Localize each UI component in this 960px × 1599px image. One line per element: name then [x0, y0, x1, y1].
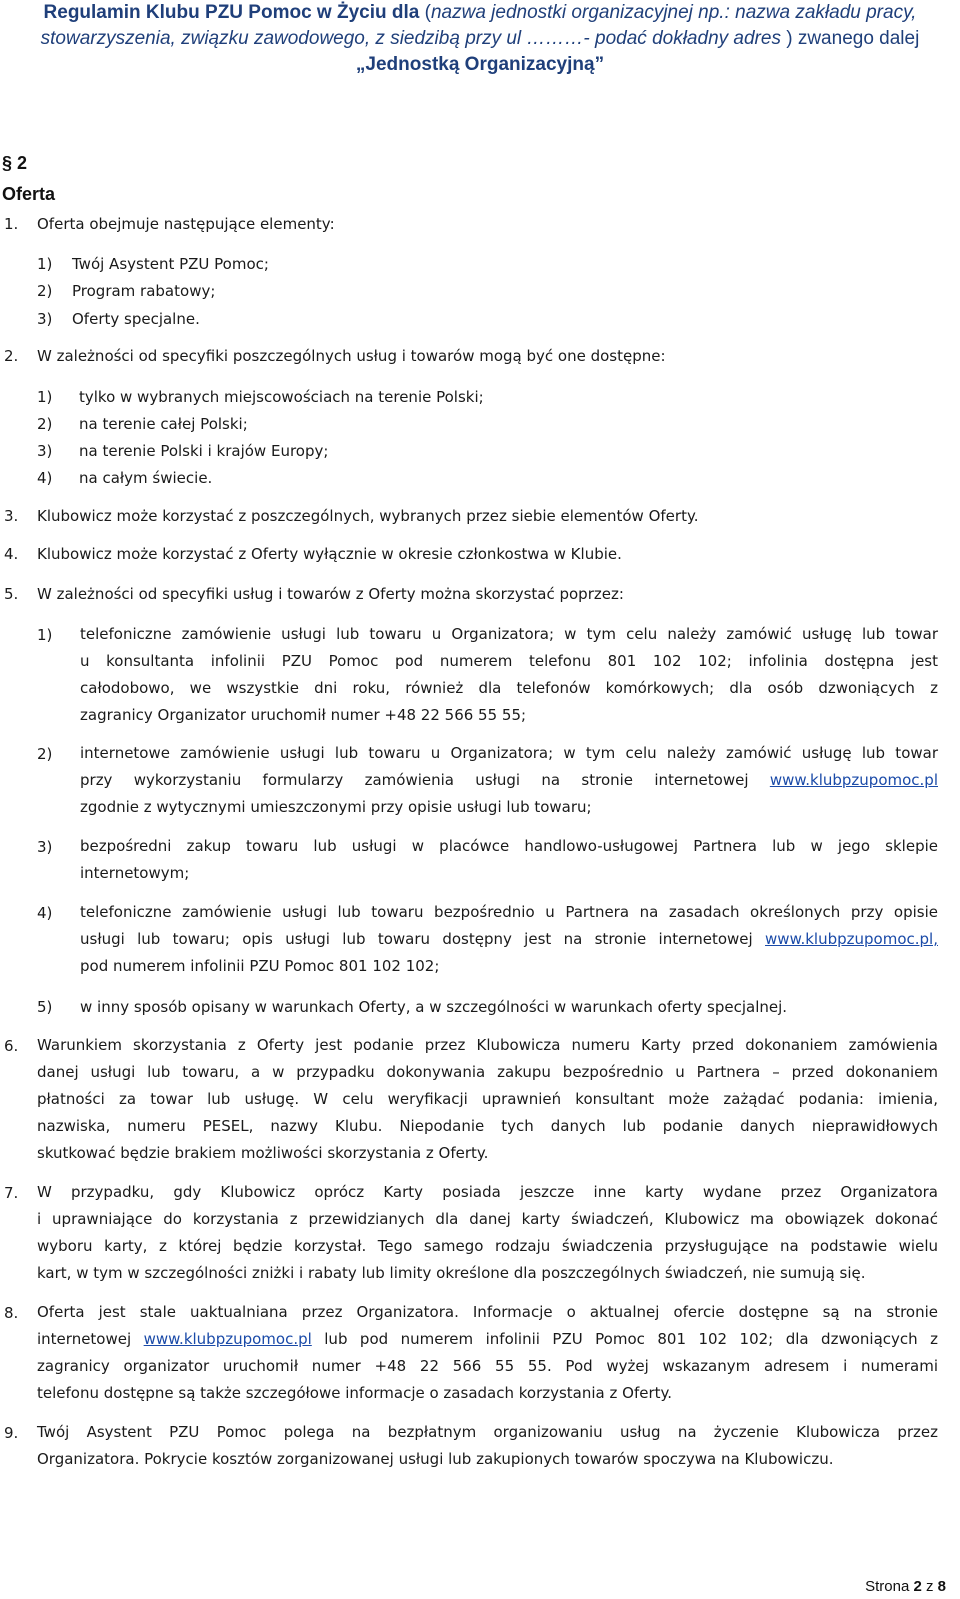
- header-line-3: „Jednostką Organizacyjną”: [355, 54, 605, 75]
- p5-item-2-line-2: [80, 767, 938, 794]
- p5-text: W zależności od specyfiki usług i towarów z Oferty można skorzystać poprzez:: [37, 585, 624, 603]
- p5-item-1-line-2: u konsultanta infolinii PZU Pomoc pod numerem telefonu 801 102 102; infolinia dostępna jest: [80, 652, 938, 670]
- p1-item-1: Twój Asystent PZU Pomoc;: [72, 255, 269, 273]
- page-footer: [865, 1578, 946, 1595]
- p9-line-2: Organizatora. Pokrycie kosztów zorganizowanej usługi lub zakupionych towarów spoczywa na Klubowiczu.: [37, 1450, 834, 1468]
- header-line-2: [0, 26, 960, 52]
- section-sign: § 2: [2, 153, 28, 173]
- p2-num: 2.: [4, 347, 19, 365]
- p7-line-2: i uprawniające do korzystania z przewidzianych dla danej karty świadczeń, Klubowicz ma obowiązek dokonać: [37, 1210, 938, 1228]
- p2-item-3: na terenie Polski i krajów Europy;: [79, 442, 329, 460]
- p5-item-1: [80, 621, 938, 729]
- header-title: Regulamin Klubu PZU Pomoc w Życiu dla: [43, 2, 420, 23]
- p5-num: 5.: [4, 585, 19, 603]
- p8-text-b: lub pod numerem infolinii PZU Pomoc 801 102 102; dla dzwoniących z: [324, 1330, 938, 1348]
- p9-text: [37, 1419, 938, 1473]
- p7-num: 7.: [4, 1184, 19, 1202]
- p9-num: 9.: [4, 1424, 19, 1442]
- p5-item-5-num: 5): [37, 998, 53, 1016]
- p1-item-3-num: 3): [37, 310, 53, 328]
- footer-sep: z: [925, 1578, 934, 1595]
- p8-text: [37, 1299, 938, 1407]
- p2-text: W zależności od specyfiki poszczególnych usług i towarów mogą być one dostępne:: [37, 347, 666, 365]
- p8-num: 8.: [4, 1304, 19, 1322]
- p1-text: Oferta obejmuje następujące elementy:: [37, 215, 335, 233]
- header-italic-2: stowarzyszenia, związku zawodowego, z siedzibą przy ul ………- podać dokładny adres: [40, 28, 781, 49]
- p6-line-4: nazwiska, numeru PESEL, nazwy Klubu. Niepodanie tych danych lub podanie danych nieprawidłowych: [37, 1117, 938, 1135]
- p8-line-3: zagranicy organizator uruchomił numer +48 22 566 55 55. Pod wyżej wskazanym adresem i numerami: [37, 1357, 938, 1375]
- p6-text: [37, 1032, 938, 1167]
- p8-line-4: telefonu dostępne są także szczegółowe informacje o zasadach korzystania z Oferty.: [37, 1384, 673, 1402]
- p5-item-1-line-1: telefoniczne zamówienie usługi lub towaru u Organizatora; w tym celu należy zamówić usługę lub towar: [80, 625, 938, 643]
- p5-item-2-text: przy wykorzystaniu formularzy zamówienia usługi na stronie internetowej: [80, 771, 749, 789]
- p5-item-3-line-1: bezpośredni zakup towaru lub usługi w placówce handlowo-usługowej Partnera lub w jego sklepie: [80, 837, 938, 855]
- footer-total-pages: 8: [937, 1578, 946, 1595]
- footer-current-page: 2: [913, 1578, 922, 1595]
- p3-num: 3.: [4, 507, 19, 525]
- p8-text-a: internetowej: [37, 1330, 132, 1348]
- header-italic-1: nazwa jednostki organizacyjnej np.: nazwa zakładu pracy,: [430, 2, 917, 23]
- p5-item-4-line-2: [80, 926, 938, 953]
- p5-item-4-line-1: telefoniczne zamówienie usługi lub towaru bezpośrednio u Partnera na zasadach określonych przy opisie: [80, 903, 938, 921]
- p1-num: 1.: [4, 215, 19, 233]
- p5-item-1-line-4: zagranicy Organizator uruchomił numer +48 22 566 55 55;: [80, 706, 527, 724]
- p1-item-1-num: 1): [37, 255, 53, 273]
- p9-line-1: Twój Asystent PZU Pomoc polega na bezpłatnym organizowaniu usług na życzenie Klubowicza przez: [37, 1423, 938, 1441]
- p1-item-2-num: 2): [37, 282, 53, 300]
- p2-item-2-num: 2): [37, 415, 53, 433]
- p7-line-1: W przypadku, gdy Klubowicz oprócz Karty posiada jeszcze inne karty wydane przez Organizatora: [37, 1183, 938, 1201]
- p2-item-4: na całym świecie.: [79, 469, 213, 487]
- p6-line-5: skutkować będzie brakiem możliwości skorzystania z Oferty.: [37, 1144, 489, 1162]
- p2-item-3-num: 3): [37, 442, 53, 460]
- p7-line-4: kart, w tym w szczególności zniżki i rabaty lub limity określone dla poszczególnych świadczeń, nie sumują się.: [37, 1264, 866, 1282]
- p2-item-2: na terenie całej Polski;: [79, 415, 248, 433]
- website-link[interactable]: www.klubpzupomoc.pl: [769, 771, 938, 789]
- p5-item-3-num: 3): [37, 838, 53, 856]
- p4-text: Klubowicz może korzystać z Oferty wyłącznie w okresie członkostwa w Klubie.: [37, 545, 622, 563]
- p6-num: 6.: [4, 1037, 19, 1055]
- p1-item-2: Program rabatowy;: [72, 282, 216, 300]
- p5-item-4-line-3: pod numerem infolinii PZU Pomoc 801 102 102;: [80, 957, 440, 975]
- header-line-1: [0, 0, 960, 26]
- p5-item-2-line-1: internetowe zamówienie usługi lub towaru u Organizatora; w tym celu należy zamówić usługę lub towar: [80, 744, 938, 762]
- p5-item-1-num: 1): [37, 626, 53, 644]
- p5-item-4: [80, 899, 938, 980]
- header-paren: (: [419, 2, 431, 23]
- p4-num: 4.: [4, 545, 19, 563]
- p5-item-3: [80, 833, 938, 887]
- p7-line-3: wyboru karty, z której będzie korzystał. Tego samego rodzaju świadczenia przysługujące na podstawie wielu: [37, 1237, 938, 1255]
- website-link[interactable]: www.klubpzupomoc.pl: [143, 1330, 312, 1348]
- header-rest: ) zwanego dalej: [780, 28, 920, 49]
- p2-item-1-num: 1): [37, 388, 53, 406]
- p5-item-4-text: usługi lub towaru; opis usługi lub towaru dostępny jest na stronie internetowej: [80, 930, 753, 948]
- website-link[interactable]: www.klubpzupomoc.pl,: [765, 930, 938, 948]
- p6-line-1: Warunkiem skorzystania z Oferty jest podanie przez Klubowicza numeru Karty przed dokonaniem zamówienia: [37, 1036, 938, 1054]
- p5-item-2-num: 2): [37, 745, 53, 763]
- p1-item-3: Oferty specjalne.: [72, 310, 200, 328]
- p5-item-3-line-2: internetowym;: [80, 864, 190, 882]
- p3-text: Klubowicz może korzystać z poszczególnych, wybranych przez siebie elementów Oferty.: [37, 507, 699, 525]
- section-title: Oferta: [2, 184, 56, 204]
- p5-item-5: w inny sposób opisany w warunkach Oferty, a w szczególności w warunkach oferty specjalnej.: [80, 998, 788, 1016]
- p5-item-2: [80, 740, 938, 821]
- document-header: [0, 0, 960, 78]
- section-heading: [2, 148, 55, 210]
- p2-item-4-num: 4): [37, 469, 53, 487]
- p2-item-1: tylko w wybranych miejscowościach na terenie Polski;: [79, 388, 484, 406]
- p7-text: [37, 1179, 938, 1287]
- p5-item-4-num: 4): [37, 904, 53, 922]
- footer-label: Strona: [865, 1578, 910, 1595]
- p8-line-1: Oferta jest stale uaktualniana przez Organizatora. Informacje o aktualnej ofercie dostępne są na stronie: [37, 1303, 938, 1321]
- p6-line-2: danej usługi lub towaru, a w przypadku dokonywania zakupu bezpośrednio u Partnera – przed dokonaniem: [37, 1063, 938, 1081]
- p5-item-2-line-3: zgodnie z wytycznymi umieszczonymi przy opisie usługi lub towaru;: [80, 798, 592, 816]
- p6-line-3: płatności za towar lub usługę. W celu weryfikacji uprawnień konsultant może zażądać podania: imienia,: [37, 1090, 938, 1108]
- p5-item-1-line-3: całodobowo, we wszystkie dni roku, również dla telefonów komórkowych; dla osób dzwoniących z: [80, 679, 938, 697]
- p8-line-2: [37, 1326, 938, 1353]
